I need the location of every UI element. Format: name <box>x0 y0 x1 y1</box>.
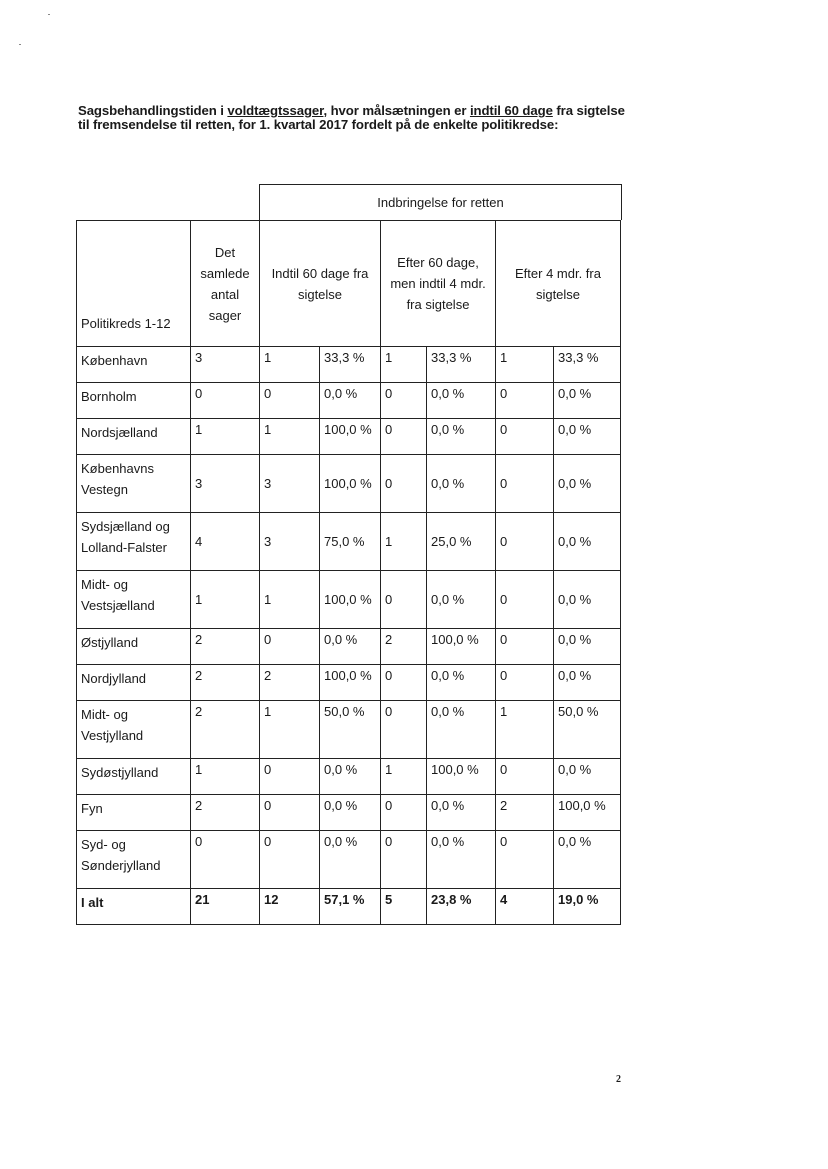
cell-within60-count: 3 <box>260 455 320 513</box>
cell-after60-count: 5 <box>381 889 427 925</box>
super-header: Indbringelse for retten <box>259 184 622 220</box>
cell-after4m-pct: 33,3 % <box>554 347 621 383</box>
cell-within60-count: 1 <box>260 571 320 629</box>
cell-within60-count: 1 <box>260 701 320 759</box>
cell-within60-pct: 100,0 % <box>320 419 381 455</box>
cell-total: 2 <box>191 665 260 701</box>
cell-after60-count: 1 <box>381 513 427 571</box>
cell-after60-pct: 0,0 % <box>427 455 496 513</box>
cell-region: Bornholm <box>77 383 191 419</box>
case-processing-table <box>76 220 621 925</box>
cell-within60-pct: 0,0 % <box>320 759 381 795</box>
cell-after60-count: 0 <box>381 665 427 701</box>
cell-region: København <box>77 347 191 383</box>
cell-after4m-pct: 19,0 % <box>554 889 621 925</box>
cell-total: 2 <box>191 795 260 831</box>
cell-within60-count: 1 <box>260 347 320 383</box>
cell-region: Fyn <box>77 795 191 831</box>
cell-region: Østjylland <box>77 629 191 665</box>
cell-total: 3 <box>191 347 260 383</box>
cell-after60-pct: 0,0 % <box>427 795 496 831</box>
cell-within60-pct: 75,0 % <box>320 513 381 571</box>
cell-total: 4 <box>191 513 260 571</box>
table-row <box>77 455 621 513</box>
cell-region: Københavns Vestegn <box>77 455 191 513</box>
col-total-header: Det samlede antal sager <box>191 221 260 347</box>
cell-after4m-count: 0 <box>496 759 554 795</box>
cell-after4m-pct: 0,0 % <box>554 419 621 455</box>
cell-total: 21 <box>191 889 260 925</box>
cell-after4m-count: 0 <box>496 831 554 889</box>
cell-after4m-count: 0 <box>496 513 554 571</box>
cell-within60-pct: 33,3 % <box>320 347 381 383</box>
cell-after60-pct: 100,0 % <box>427 759 496 795</box>
page-number: 2 <box>616 1074 621 1085</box>
cell-after4m-pct: 0,0 % <box>554 759 621 795</box>
cell-total: 0 <box>191 383 260 419</box>
cell-after60-pct: 25,0 % <box>427 513 496 571</box>
cell-after4m-count: 0 <box>496 571 554 629</box>
col-after60-header: Efter 60 dage, men indtil 4 mdr. fra sigtelse <box>381 221 496 347</box>
cell-total: 3 <box>191 455 260 513</box>
cell-after60-count: 0 <box>381 419 427 455</box>
cell-after60-pct: 23,8 % <box>427 889 496 925</box>
heading-line-2: til fremsendelse til retten, for 1. kvartal 2017 fordelt på de enkelte politikredse: <box>78 117 559 132</box>
cell-region: Syd- og Sønderjylland <box>77 831 191 889</box>
col-within60-header: Indtil 60 dage fra sigtelse <box>260 221 381 347</box>
cell-within60-pct: 50,0 % <box>320 701 381 759</box>
table-row <box>77 383 621 419</box>
cell-after4m-count: 0 <box>496 629 554 665</box>
heading-line-1: Sagsbehandlingstiden i voldtægtssager, hvor målsætningen er indtil 60 dage fra sigtelse <box>78 103 625 118</box>
cell-after4m-pct: 0,0 % <box>554 665 621 701</box>
cell-after60-pct: 0,0 % <box>427 571 496 629</box>
table-row <box>77 665 621 701</box>
cell-within60-count: 0 <box>260 831 320 889</box>
heading-underlined-deadline: indtil 60 dage <box>469 103 553 118</box>
cell-within60-count: 3 <box>260 513 320 571</box>
cell-after60-count: 0 <box>381 571 427 629</box>
cell-region: Midt- og Vestsjælland <box>77 571 191 629</box>
cell-after60-pct: 0,0 % <box>427 419 496 455</box>
cell-after4m-count: 1 <box>496 347 554 383</box>
cell-after4m-count: 0 <box>496 665 554 701</box>
table-row <box>77 419 621 455</box>
cell-after4m-pct: 0,0 % <box>554 383 621 419</box>
cell-within60-pct: 0,0 % <box>320 795 381 831</box>
cell-after60-pct: 0,0 % <box>427 831 496 889</box>
cell-after60-count: 0 <box>381 383 427 419</box>
cell-after4m-count: 0 <box>496 455 554 513</box>
cell-within60-count: 2 <box>260 665 320 701</box>
cell-total: 2 <box>191 701 260 759</box>
table-row <box>77 759 621 795</box>
cell-after4m-count: 0 <box>496 419 554 455</box>
cell-after4m-pct: 100,0 % <box>554 795 621 831</box>
cell-after4m-pct: 0,0 % <box>554 831 621 889</box>
cell-within60-pct: 0,0 % <box>320 831 381 889</box>
total-row <box>77 889 621 925</box>
cell-total: 1 <box>191 759 260 795</box>
table-row <box>77 795 621 831</box>
cell-after60-pct: 33,3 % <box>427 347 496 383</box>
cell-after4m-count: 2 <box>496 795 554 831</box>
cell-region: Sydøstjylland <box>77 759 191 795</box>
cell-after60-count: 0 <box>381 795 427 831</box>
cell-region: I alt <box>77 889 191 925</box>
cell-within60-pct: 57,1 % <box>320 889 381 925</box>
col-after4m-header: Efter 4 mdr. fra sigtelse <box>496 221 621 347</box>
cell-region: Sydsjælland og Lolland-Falster <box>77 513 191 571</box>
cell-region: Nordjylland <box>77 665 191 701</box>
table-row <box>77 513 621 571</box>
cell-after4m-pct: 0,0 % <box>554 629 621 665</box>
table-row <box>77 629 621 665</box>
cell-total: 2 <box>191 629 260 665</box>
cell-within60-count: 0 <box>260 629 320 665</box>
cell-within60-pct: 100,0 % <box>320 571 381 629</box>
cell-total: 0 <box>191 831 260 889</box>
cell-after4m-count: 1 <box>496 701 554 759</box>
cell-total: 1 <box>191 419 260 455</box>
cell-after60-pct: 100,0 % <box>427 629 496 665</box>
scan-speck <box>19 44 21 45</box>
cell-region: Nordsjælland <box>77 419 191 455</box>
cell-within60-pct: 100,0 % <box>320 665 381 701</box>
cell-region: Midt- og Vestjylland <box>77 701 191 759</box>
document-heading <box>78 104 638 132</box>
cell-within60-count: 0 <box>260 795 320 831</box>
cell-after4m-pct: 50,0 % <box>554 701 621 759</box>
cell-after60-pct: 0,0 % <box>427 383 496 419</box>
cell-after60-pct: 0,0 % <box>427 701 496 759</box>
cell-after4m-count: 0 <box>496 383 554 419</box>
cell-after4m-pct: 0,0 % <box>554 571 621 629</box>
cell-after4m-pct: 0,0 % <box>554 513 621 571</box>
cell-total: 1 <box>191 571 260 629</box>
cell-after60-count: 0 <box>381 831 427 889</box>
heading-underlined-term: voldtægtssager <box>227 103 324 118</box>
cell-after4m-pct: 0,0 % <box>554 455 621 513</box>
table-row <box>77 701 621 759</box>
column-header-row <box>77 221 621 347</box>
cell-after60-count: 0 <box>381 701 427 759</box>
cell-within60-count: 1 <box>260 419 320 455</box>
cell-within60-pct: 0,0 % <box>320 383 381 419</box>
cell-within60-count: 0 <box>260 759 320 795</box>
cell-after60-pct: 0,0 % <box>427 665 496 701</box>
scan-speck <box>48 14 50 15</box>
cell-within60-count: 12 <box>260 889 320 925</box>
col-region-header: Politikreds 1-12 <box>77 221 191 347</box>
cell-within60-pct: 100,0 % <box>320 455 381 513</box>
cell-within60-count: 0 <box>260 383 320 419</box>
cell-after4m-count: 4 <box>496 889 554 925</box>
table-row <box>77 347 621 383</box>
cell-within60-pct: 0,0 % <box>320 629 381 665</box>
cell-after60-count: 1 <box>381 759 427 795</box>
table-row <box>77 571 621 629</box>
cell-after60-count: 0 <box>381 455 427 513</box>
table-row <box>77 831 621 889</box>
cell-after60-count: 1 <box>381 347 427 383</box>
cell-after60-count: 2 <box>381 629 427 665</box>
